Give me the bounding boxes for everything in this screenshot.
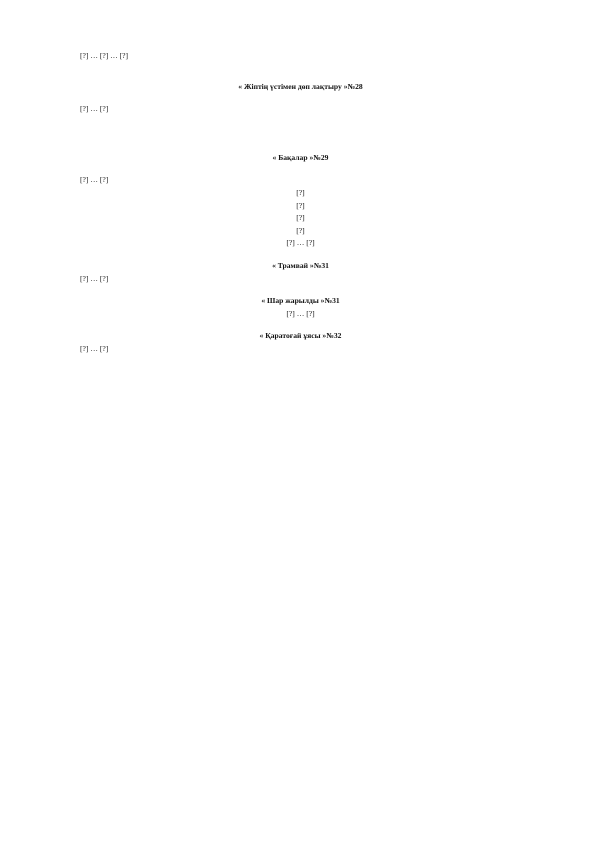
game-heading-29: « Бақалар »№29 <box>272 152 329 162</box>
game-description-32: [?] … [?] <box>80 343 109 353</box>
poem-line: [?] <box>296 213 305 223</box>
game-heading-31: « Трамвай »№31 <box>272 260 329 270</box>
poem-line: [?] <box>296 187 305 197</box>
intro-paragraph: [?] … [?] … [?] <box>80 51 129 60</box>
poem-line: [?] <box>296 225 305 235</box>
game-heading-32: « Қаратоғай ұясы »№32 <box>259 331 342 341</box>
game-description-31: [?] … [?] <box>80 273 109 283</box>
game-rules-29: [?] … [?] <box>286 238 315 248</box>
game-description-31b: [?] … [?] <box>286 308 315 318</box>
poem-line: [?] <box>296 200 305 210</box>
poem <box>80 187 521 237</box>
game-heading-28: « Жіптің үстімен дөп лақтыру »№28 <box>238 81 363 91</box>
document-page <box>80 50 521 356</box>
game-heading-31b: « Шар жарылды »№31 <box>261 296 340 306</box>
game-description-28: [?] … [?] <box>80 104 109 114</box>
game-description-29: [?] … [?] <box>80 175 109 185</box>
